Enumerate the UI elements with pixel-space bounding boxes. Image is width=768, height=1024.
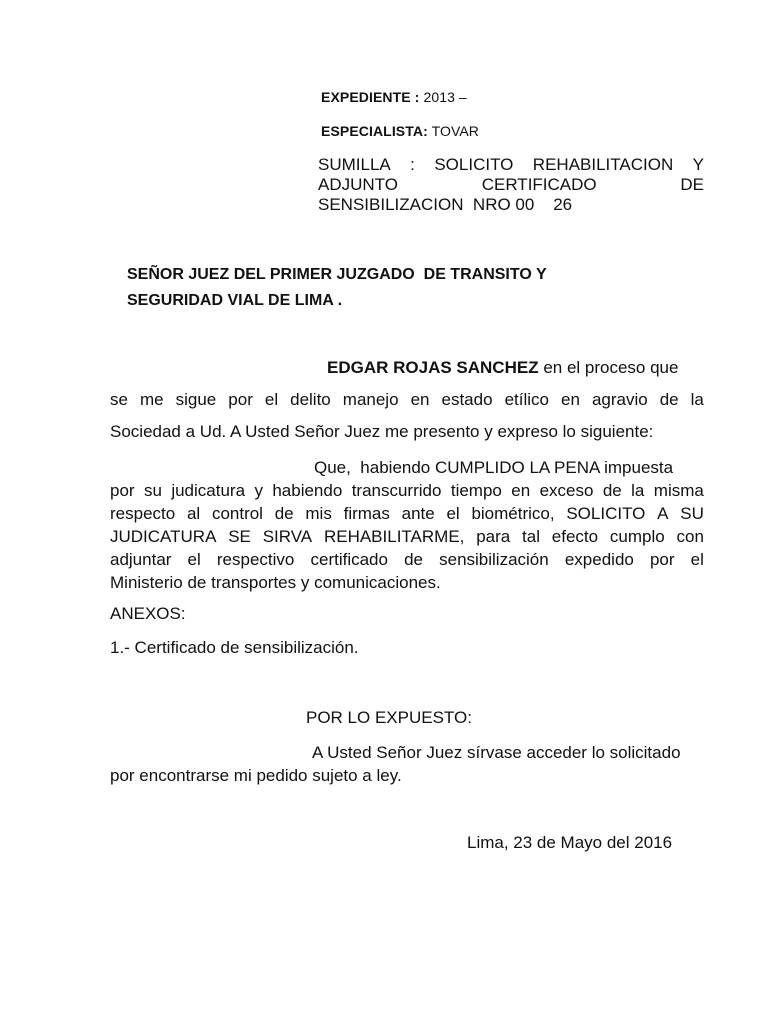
especialista-value: TOVAR [431,123,480,139]
word: sigue [175,390,217,409]
word: por [649,550,675,569]
word: mis [305,504,332,523]
intro-line-3: Sociedad a Ud. A Usted Señor Juez me presento y expreso lo siguiente: [110,422,654,441]
word: JUDICATURA [110,527,217,546]
word: la [631,481,645,500]
word: respecto [110,504,176,523]
sumilla-block [318,155,704,215]
word: SUMILLA [318,155,391,174]
word: certificado [310,550,388,569]
word: SOLICITO [566,504,646,523]
request-line-3 [110,502,704,525]
word: : [410,155,415,174]
word: sensibilización [439,550,549,569]
word: la [690,390,704,409]
sumilla-line-1 [318,155,704,175]
word: misma [653,481,704,500]
word: DE [680,175,704,194]
word: SU [680,504,704,523]
word: su [143,481,162,500]
word: manejo [342,390,399,409]
word: de [404,550,423,569]
word: transcurrido [351,481,442,500]
word: A [657,504,669,523]
word: firmas [343,504,390,523]
intro-paragraph [110,352,704,448]
word: tiempo [450,481,502,500]
request-line-4 [110,525,704,548]
anexos-item-1: 1.- Certificado de sensibilización. [110,638,359,657]
date-line: Lima, 23 de Mayo del 2016 [467,833,673,852]
word: de [602,481,622,500]
word: el [187,550,201,569]
word: en [511,481,531,500]
sumilla-line-3: SENSIBILIZACION NRO 00 26 [318,195,573,214]
word: tal [522,527,540,546]
request-paragraph [110,456,704,594]
expediente-label: EXPEDIENTE : [321,89,420,105]
por-lo-expuesto: POR LO EXPUESTO: [306,708,472,727]
addressee-line-2: SEGURIDAD VIAL DE LIMA . [127,292,343,309]
closing-paragraph [110,741,704,787]
word: de [659,390,679,409]
word: y [254,481,263,500]
word: exceso [539,481,594,500]
especialista-label: ESPECIALISTA: [321,123,428,139]
word: se [110,390,128,409]
word: de [274,504,294,523]
word: en [561,390,580,409]
word: habiendo [272,481,343,500]
word: cumplo [609,527,665,546]
word: con [676,527,704,546]
closing-line-2: por encontrarse mi pedido sujeto a ley. [110,766,402,785]
petitioner-name: EDGAR ROJAS SANCHEZ [327,358,539,377]
word: ADJUNTO [318,175,398,194]
word: Y [692,155,704,174]
word: efecto [551,527,599,546]
request-line-2 [110,479,704,502]
addressee-line-1: SEÑOR JUEZ DEL PRIMER JUZGADO DE TRANSITO Y [127,266,547,283]
word: SIRVA [262,527,313,546]
word: etílico [504,390,549,409]
word: para [476,527,511,546]
word: delito [290,390,331,409]
word: REHABILITARME, [323,527,465,546]
word: CERTIFICADO [481,175,597,194]
word: me [139,390,164,409]
word: por [110,481,135,500]
word: control [211,504,263,523]
expediente-line [321,89,467,105]
word: el [446,504,460,523]
addressee [127,262,547,314]
word: biométrico, [471,504,555,523]
word: estado [441,390,493,409]
sumilla-line-2 [318,175,704,195]
word: agravio [591,390,648,409]
intro-line-2 [110,384,704,416]
word: el [264,390,279,409]
anexos-title: ANEXOS: [110,604,186,623]
closing-line-1: A Usted Señor Juez sírvase acceder lo solicitado [312,743,681,762]
word: SE [228,527,251,546]
word: judicatura [171,481,246,500]
request-line-6: Ministerio de transportes y comunicaciones. [110,573,441,592]
word: SOLICITO [434,155,514,174]
expediente-value: 2013 – [423,89,467,105]
word: expedido [564,550,634,569]
especialista-line [321,123,479,139]
word: el [690,550,704,569]
word: adjuntar [110,550,172,569]
request-line-5 [110,548,704,571]
word: REHABILITACION [532,155,674,174]
word: respectivo [216,550,295,569]
word: en [410,390,430,409]
word: al [186,504,201,523]
intro-line-1-rest: en el proceso que [538,358,679,377]
request-line-1: Que, habiendo CUMPLIDO LA PENA impuesta [314,458,674,477]
intro-line-1 [110,352,704,384]
word: ante [401,504,435,523]
word: por [228,390,253,409]
